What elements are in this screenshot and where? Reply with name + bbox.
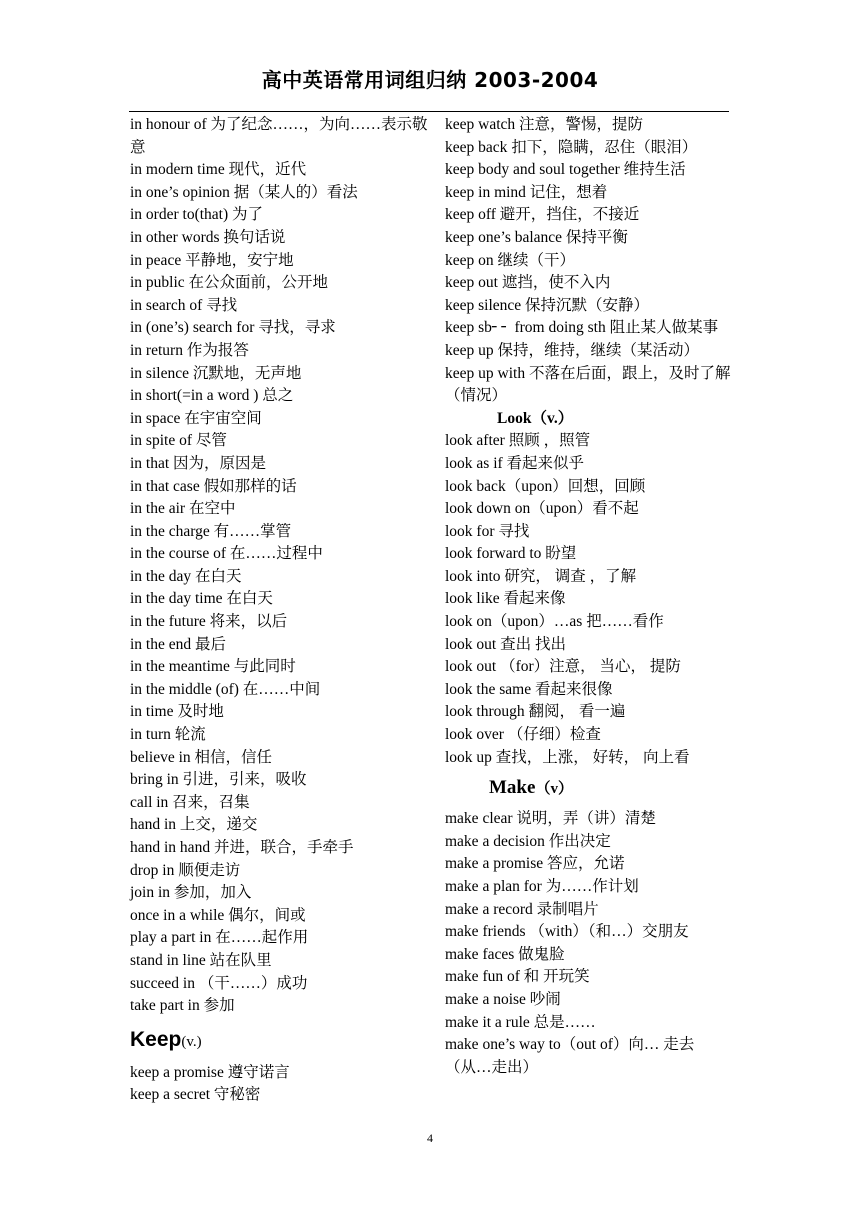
phrase-entry: look after 照顾 ，照管 — [445, 432, 591, 450]
phrase-entry: in the end 最后 — [130, 635, 226, 653]
phrase-entry: take part in 参加 — [130, 997, 235, 1015]
phrase-entry: once in a while 偶尔，间或 — [130, 906, 306, 924]
phrase-entry: in the charge 有……掌管 — [130, 522, 292, 540]
phrase-entry: make fun of 和 开玩笑 — [445, 968, 590, 986]
left-column — [130, 114, 435, 1107]
phrase-entry: in peace 平静地，安宁地 — [130, 251, 294, 269]
left-entries-in — [130, 114, 435, 1018]
phrase-entry: look out （for）注意， 当心， 提防 — [445, 658, 681, 676]
phrase-entry: make a promise 答应，允诺 — [445, 855, 625, 873]
phrase-entry: in public 在公众面前，公开地 — [130, 274, 329, 292]
phrase-entry: bring in 引进，引来，吸收 — [130, 771, 307, 789]
phrase-entry: in return 作为报答 — [130, 341, 249, 359]
phrase-entry: keep up 保持，维持，继续（某活动） — [445, 341, 700, 359]
phrase-entry: in that 因为，原因是 — [130, 454, 267, 472]
phrase-entry: in the day 在白天 — [130, 567, 242, 585]
phrase-entry: make clear 说明，弄（讲）清楚 — [445, 810, 656, 828]
phrase-entry: look as if 看起来似乎 — [445, 454, 585, 472]
phrase-entry: in the future 将来，以后 — [130, 613, 288, 631]
keep-heading-word: Keep — [130, 1027, 182, 1051]
phrase-entry: in one’s opinion 据（某人的）看法 — [130, 183, 358, 201]
phrase-entry: keep sb╴╴ from doing sth 阻止某人做某事 — [445, 319, 719, 337]
phrase-entry: keep off 避开，挡住，不接近 — [445, 206, 640, 224]
phrase-entry: stand in line 站在队里 — [130, 951, 272, 969]
phrase-entry: in the day time 在白天 — [130, 590, 273, 608]
phrase-entry: in (one’s) search for 寻找，寻求 — [130, 319, 336, 337]
phrase-entry: look forward to 盼望 — [445, 545, 577, 563]
page-title: 高中英语常用词组归纳 2003-2004 — [261, 68, 599, 92]
phrase-entry: in search of 寻找 — [130, 296, 238, 314]
phrase-entry: hand in 上交，递交 — [130, 816, 258, 834]
make-heading-pos: （v） — [535, 781, 573, 798]
phrase-entry: drop in 顺便走访 — [130, 861, 241, 879]
phrase-entry: look up 查找，上涨， 好转， 向上看 — [445, 748, 690, 766]
phrase-entry: look into 研究， 调查 ，了解 — [445, 567, 637, 585]
phrase-entry: make a plan for 为……作计划 — [445, 878, 639, 895]
phrase-entry: in the middle (of) 在……中间 — [130, 680, 321, 698]
section-heading-keep — [130, 1027, 435, 1055]
phrase-entry: make a decision 作出决定 — [445, 832, 611, 850]
phrase-entry: look the same 看起来很像 — [445, 680, 613, 698]
phrase-entry: keep a promise 遵守诺言 — [130, 1063, 290, 1081]
phrase-entry: in time 及时地 — [130, 703, 224, 721]
phrase-entry: make a noise 吵闹 — [445, 990, 561, 1008]
phrase-entry: keep one’s balance 保持平衡 — [445, 228, 628, 246]
phrase-entry: keep back 扣下，隐瞒，忍住（眼泪） — [445, 138, 698, 156]
phrase-entry: look back（upon）回想，回顾 — [445, 477, 646, 495]
phrase-entry: in that case 假如那样的话 — [130, 477, 297, 495]
phrase-entry: make a record 录制唱片 — [445, 900, 599, 918]
phrase-entry: keep out 遮挡，使不入内 — [445, 274, 611, 292]
phrase-entry: succeed in （干……）成功 — [130, 974, 308, 992]
phrase-entry: keep a secret 守秘密 — [130, 1086, 261, 1104]
keep-heading-pos: (v.) — [181, 1033, 202, 1050]
left-entries-keep — [130, 1062, 435, 1107]
phrase-entry: hand in hand 并进，联合，手牵手 — [130, 839, 354, 856]
right-entries-look — [445, 430, 735, 769]
phrase-entry: keep silence 保持沉默（安静） — [445, 296, 650, 314]
phrase-entry: in other words 换句话说 — [130, 228, 286, 246]
phrase-entry: in turn 轮流 — [130, 726, 206, 744]
section-heading-make — [445, 775, 735, 802]
phrase-entry: in space 在宇宙空间 — [130, 409, 262, 427]
phrase-entry: look through 翻阅， 看一遍 — [445, 703, 626, 721]
phrase-entry: keep watch 注意，警惕，提防 — [445, 116, 644, 133]
make-heading-word: Make — [489, 777, 536, 799]
section-heading-look: Look（v.） — [497, 409, 574, 427]
phrase-entry: in short(=in a word ) 总之 — [130, 387, 294, 405]
phrase-entry: make faces 做鬼脸 — [445, 945, 565, 963]
phrase-entry: keep up with 不落在后面，跟上，及时了解（情况） — [445, 364, 731, 405]
phrase-entry: look like 看起来像 — [445, 590, 566, 608]
phrase-entry: keep on 继续（干） — [445, 251, 576, 269]
phrase-entry: in order to(that) 为了 — [130, 206, 264, 224]
phrase-entry: look out 查出 找出 — [445, 635, 566, 653]
phrase-entry: join in 参加，加入 — [130, 884, 252, 902]
phrase-entry: keep body and soul together 维持生活 — [445, 161, 686, 179]
phrase-entry: in the air 在空中 — [130, 500, 236, 518]
phrase-entry: believe in 相信，信任 — [130, 748, 273, 766]
phrase-entry: look down on（upon）看不起 — [445, 500, 639, 518]
phrase-entry: in modern time 现代，近代 — [130, 161, 307, 179]
right-entries-make — [445, 808, 735, 1079]
phrase-entry: make friends （with）（和…）交朋友 — [445, 923, 689, 941]
phrase-entry: look for 寻找 — [445, 522, 530, 540]
page-number: 4 — [427, 1131, 433, 1145]
right-column — [445, 114, 735, 1079]
phrase-entry: play a part in 在……起作用 — [130, 929, 309, 947]
phrase-entry: in the meantime 与此同时 — [130, 658, 296, 676]
phrase-entry: make one’s way to（out of）向… 走去（从…走出） — [445, 1036, 695, 1076]
phrase-entry: look over （仔细）检查 — [445, 726, 601, 744]
phrase-entry: call in 召来，召集 — [130, 793, 250, 811]
right-entries-keep — [445, 114, 735, 408]
phrase-entry: look on（upon）…as 把……看作 — [445, 613, 664, 631]
phrase-entry: in silence 沉默地，无声地 — [130, 364, 302, 382]
phrase-entry: make it a rule 总是…… — [445, 1013, 596, 1031]
phrase-entry: in honour of 为了纪念……，为向……表示敬意 — [130, 116, 428, 156]
phrase-entry: in the course of 在……过程中 — [130, 545, 323, 563]
header-rule — [129, 111, 729, 112]
phrase-entry: keep in mind 记住，想着 — [445, 183, 608, 201]
phrase-entry: in spite of 尽管 — [130, 432, 227, 450]
